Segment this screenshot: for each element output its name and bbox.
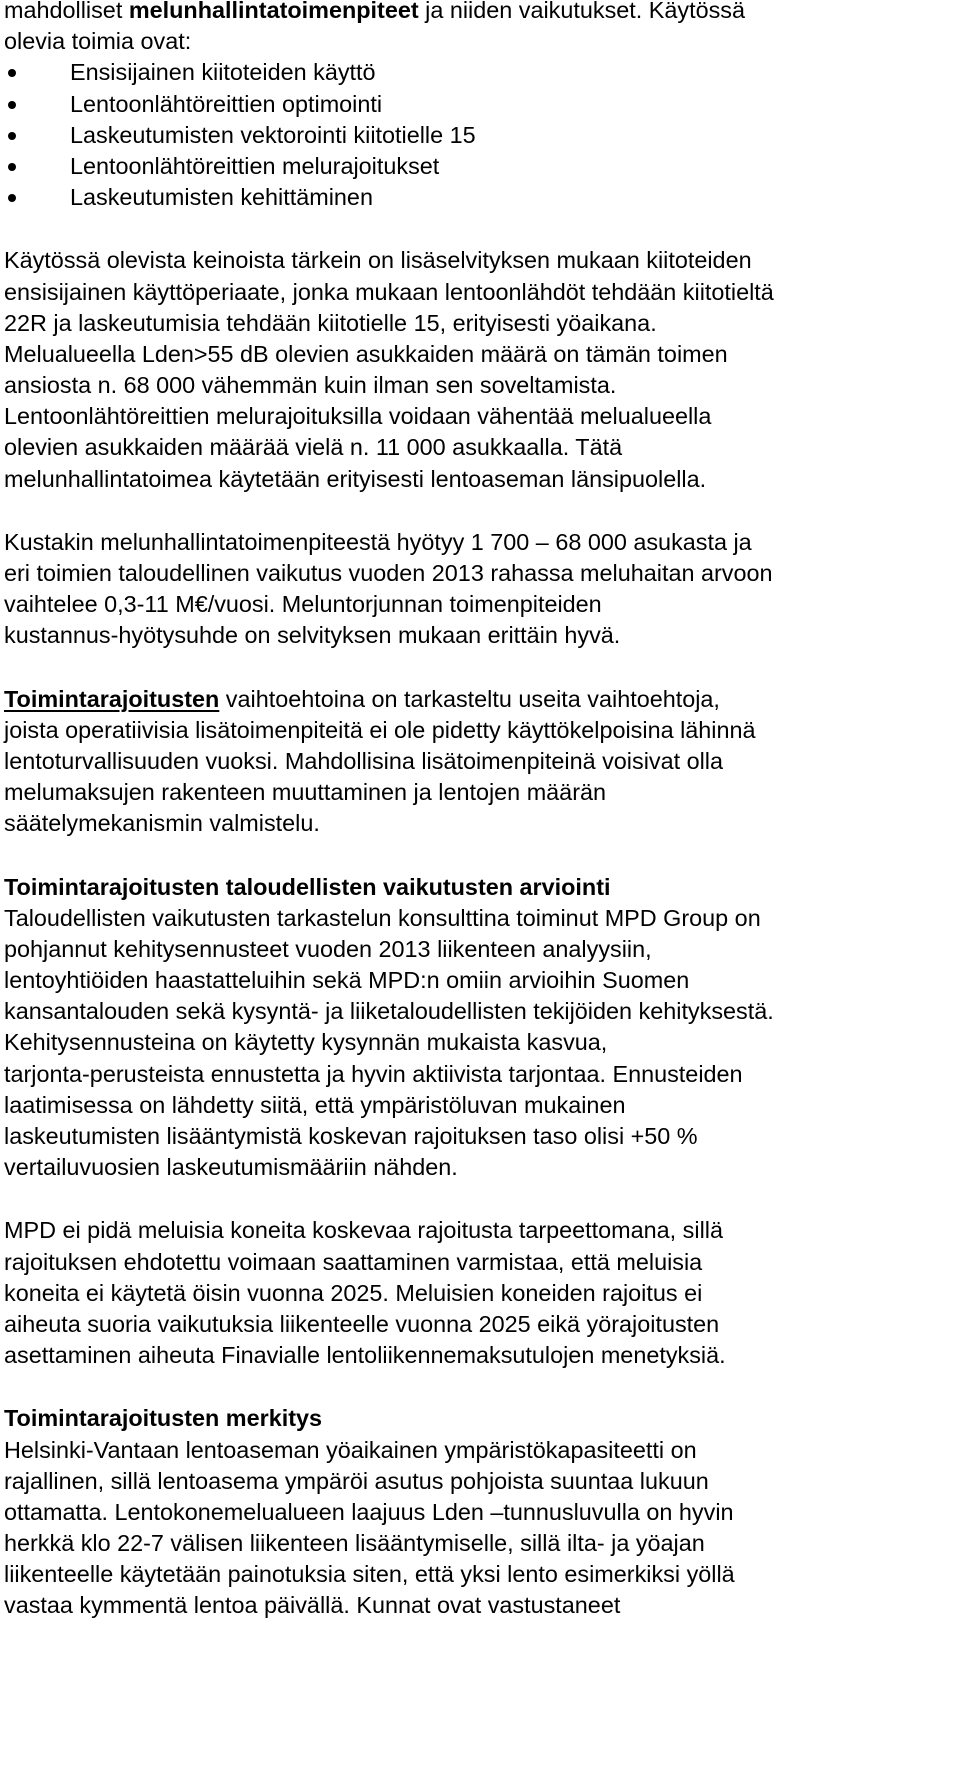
paragraph-line: vastaa kymmentä lentoa päivällä. Kunnat ovat vastustaneet bbox=[4, 1592, 621, 1619]
spacer bbox=[4, 495, 954, 527]
spacer bbox=[4, 213, 954, 245]
paragraph-line: asettaminen aiheuta Finavialle lentoliikennemaksutulojen menetyksiä. bbox=[4, 1342, 726, 1369]
paragraph-primary-runway bbox=[4, 245, 954, 495]
paragraph-line: ottamatta. Lentokonemelualueen laajuus Lden –tunnusluvulla on hyvin bbox=[4, 1498, 734, 1525]
paragraph-line: melunhallintatoimea käytetään erityisesti lentoaseman länsipuolella. bbox=[4, 465, 707, 492]
section-significance bbox=[4, 1403, 954, 1621]
paragraph-line: 22R ja laskeutumisia tehdään kiitotielle 15, erityisesti yöaikana. bbox=[4, 309, 657, 336]
paragraph-line: pohjannut kehitysennusteet vuoden 2013 liikenteen analyysiin, bbox=[4, 935, 652, 962]
paragraph-line: koneita ei käytetä öisin vuonna 2025. Meluisien koneiden rajoitus ei bbox=[4, 1279, 703, 1306]
list-item-text: Lentoonlähtöreittien optimointi bbox=[70, 90, 383, 117]
paragraph-line: rajoituksen ehdotettu voimaan saattaminen varmistaa, että meluisia bbox=[4, 1248, 703, 1275]
paragraph-line: ensisijainen käyttöperiaate, jonka mukaan lentoonlähdöt tehdään kiitotieltä bbox=[4, 278, 774, 305]
paragraph-line: laskeutumisten lisääntymistä koskevan rajoituksen taso olisi +50 % bbox=[4, 1123, 698, 1149]
list-item-text: Laskeutumisten vektorointi kiitotielle 15 bbox=[70, 121, 476, 148]
intro-text: ja niiden vaikutukset. Käytössä bbox=[418, 0, 745, 23]
paragraph-line: eri toimien taloudellinen vaikutus vuoden 2013 rahassa meluhaitan arvoon bbox=[4, 560, 773, 586]
paragraph-line: vertailuvuosien laskeutumismääriin nähden. bbox=[4, 1154, 458, 1181]
spacer bbox=[4, 1371, 954, 1403]
paragraph-operating-restrictions bbox=[4, 684, 954, 840]
list-item-text: Lentoonlähtöreittien melurajoitukset bbox=[70, 152, 440, 179]
paragraph-line: joista operatiivisia lisätoimenpiteitä ei ole pidetty käyttökelpoisina lähinnä bbox=[4, 716, 756, 743]
paragraph-mpd-view bbox=[4, 1215, 954, 1371]
paragraph-line: Lentoonlähtöreittien melurajoituksilla voidaan vähentää melualueella bbox=[4, 403, 712, 430]
list-item-text: Ensisijainen kiitoteiden käyttö bbox=[70, 59, 376, 86]
bullet-icon bbox=[8, 194, 16, 202]
section-economic-impacts bbox=[4, 872, 954, 1184]
paragraph-line: liikenteelle käytetään painotuksia siten, että yksi lento esimerkiksi yöllä bbox=[4, 1561, 735, 1588]
paragraph-line bbox=[4, 684, 954, 715]
paragraph-line: säätelymekanismin valmistelu. bbox=[4, 810, 320, 837]
paragraph-line: rajallinen, sillä lentoasema ympäröi asutus pohjoista suuntaa lukuun bbox=[4, 1467, 709, 1494]
intro-line-2: olevia toimia ovat: bbox=[4, 28, 192, 55]
list-item bbox=[4, 151, 954, 182]
paragraph-line: lentoyhtiöiden haastatteluihin sekä MPD:n omiin arvioihin Suomen bbox=[4, 967, 690, 994]
intro-bold-term: melunhallintatoimenpiteet bbox=[128, 0, 419, 23]
paragraph-text: vaihtoehtoina on tarkasteltu useita vaihtoehtoja, bbox=[219, 685, 720, 712]
bullet-icon bbox=[8, 101, 16, 109]
paragraph-line: Helsinki-Vantaan lentoaseman yöaikainen ympäristökapasiteetti on bbox=[4, 1436, 697, 1463]
list-item bbox=[4, 89, 954, 120]
paragraph-line: kustannus-hyötysuhde on selvityksen mukaan erittäin hyvä. bbox=[4, 622, 621, 649]
bullet-icon bbox=[8, 163, 16, 171]
bullet-icon bbox=[8, 69, 16, 77]
paragraph-line: kansantalouden sekä kysyntä- ja liiketaloudellisten tekijöiden kehityksestä. bbox=[4, 998, 774, 1025]
paragraph-line: aiheuta suoria vaikutuksia liikenteelle vuonna 2025 eikä yörajoitusten bbox=[4, 1310, 720, 1337]
list-item bbox=[4, 120, 954, 151]
paragraph-line: lentoturvallisuuden vuoksi. Mahdollisina lisätoimenpiteinä voisivat olla bbox=[4, 747, 723, 774]
list-item bbox=[4, 57, 954, 88]
paragraph-line: herkkä klo 22-7 välisen liikenteen lisääntymiselle, sillä ilta- ja yöajan bbox=[4, 1530, 705, 1557]
paragraph-line: Kustakin melunhallintatoimenpiteestä hyötyy 1 700 – 68 000 asukasta ja bbox=[4, 528, 752, 555]
paragraph-line: ansiosta n. 68 000 vähemmän kuin ilman sen soveltamista. bbox=[4, 372, 617, 399]
section-heading: Toimintarajoitusten merkitys bbox=[4, 1405, 323, 1432]
paragraph-line: tarjonta-perusteista ennustetta ja hyvin aktiivista tarjontaa. Ennusteiden bbox=[4, 1060, 743, 1087]
paragraph-line: Taloudellisten vaikutusten tarkastelun konsulttina toiminut MPD Group on bbox=[4, 904, 761, 931]
spacer bbox=[4, 652, 954, 684]
bullet-icon bbox=[8, 132, 16, 140]
underlined-term: Toimintarajoitusten bbox=[4, 685, 220, 712]
section-heading: Toimintarajoitusten taloudellisten vaikutusten arviointi bbox=[4, 873, 611, 900]
paragraph-line: MPD ei pidä meluisia koneita koskevaa rajoitusta tarpeettomana, sillä bbox=[4, 1217, 723, 1244]
paragraph-line: melumaksujen rakenteen muuttaminen ja lentojen määrän bbox=[4, 779, 607, 806]
intro-text: mahdolliset bbox=[4, 0, 129, 23]
paragraph-line: Käytössä olevista keinoista tärkein on lisäselvityksen mukaan kiitoteiden bbox=[4, 247, 752, 274]
intro-paragraph bbox=[4, 0, 954, 57]
paragraph-line: Melualueella Lden>55 dB olevien asukkaiden määrä on tämän toimen bbox=[4, 340, 728, 367]
spacer bbox=[4, 840, 954, 872]
intro-line-1 bbox=[4, 0, 954, 26]
paragraph-line: Kehitysennusteina on käytetty kysynnän mukaista kasvua, bbox=[4, 1029, 608, 1056]
paragraph-benefits bbox=[4, 527, 954, 652]
paragraph-line: olevien asukkaiden määrää vielä n. 11 000 asukkaalla. Tätä bbox=[4, 434, 623, 461]
paragraph-line: vaihtelee 0,3-11 M€/vuosi. Meluntorjunnan toimenpiteiden bbox=[4, 591, 602, 618]
paragraph-line: laatimisessa on lähdetty siitä, että ympäristöluvan mukainen bbox=[4, 1091, 626, 1118]
document-page bbox=[4, 0, 954, 1622]
list-item bbox=[4, 182, 954, 213]
measures-list bbox=[4, 57, 954, 213]
list-item-text: Laskeutumisten kehittäminen bbox=[70, 184, 373, 211]
spacer bbox=[4, 1183, 954, 1215]
